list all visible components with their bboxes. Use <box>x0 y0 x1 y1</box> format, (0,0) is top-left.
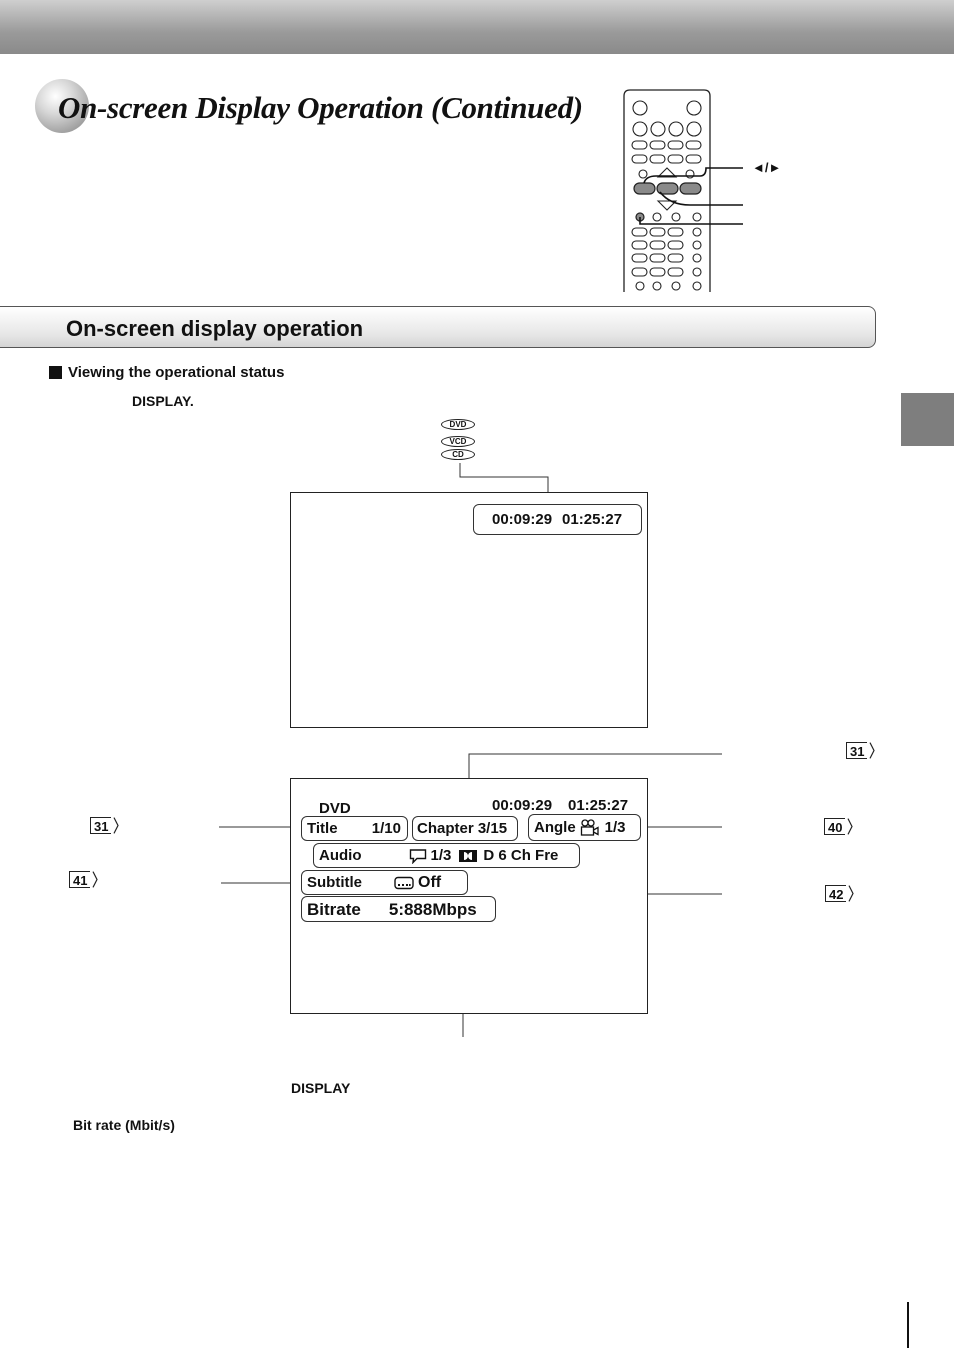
title-value: 1/10 <box>371 820 401 837</box>
dolby-icon <box>458 849 478 863</box>
chapter-box <box>412 816 518 841</box>
page-edge-rule <box>907 1302 909 1348</box>
status-time-total: 01:25:27 <box>568 797 629 814</box>
page-ref-arrow-icon <box>825 885 857 902</box>
page-ref-arrow-icon <box>90 817 122 834</box>
disc-type-label: DVD <box>319 800 351 817</box>
display-label-1: DISPLAY. <box>132 393 194 409</box>
page-ref-arrow-icon <box>846 742 878 759</box>
time-elapsed: 00:09:29 <box>492 511 553 528</box>
bitrate-caption: Bit rate (Mbit/s) <box>73 1117 175 1133</box>
audio-label: Audio <box>319 847 362 864</box>
bitrate-label: Bitrate <box>307 899 361 919</box>
display-label-2: DISPLAY <box>291 1080 351 1096</box>
page-ref-arrow-icon <box>824 818 856 835</box>
bitrate-box <box>301 896 496 922</box>
audio-format: D 6 Ch Fre <box>483 847 559 864</box>
status-time-elapsed: 00:09:29 <box>492 797 553 814</box>
angle-box <box>528 814 641 841</box>
vcd-disc-icon: VCD <box>441 436 475 447</box>
chapter-value: Chapter 3/15 <box>417 820 508 837</box>
subtitle-value: Off <box>418 873 442 891</box>
sub-heading: Viewing the operational status <box>68 364 285 381</box>
angle-label: Angle <box>534 819 576 836</box>
time-total: 01:25:27 <box>562 511 623 528</box>
audio-box <box>313 843 580 868</box>
dvd-disc-icon: DVD <box>441 419 475 430</box>
section-title: On-screen display operation <box>66 316 364 341</box>
title-box <box>301 816 408 841</box>
angle-value: 1/3 <box>604 819 626 836</box>
subtitle-label: Subtitle <box>307 874 362 891</box>
time-display-box <box>473 504 642 535</box>
title-label: Title <box>307 820 338 837</box>
page-title: On-screen Display Operation (Continued) <box>58 90 583 125</box>
page-ref-arrow-icon <box>69 871 101 888</box>
arrow-buttons-label: ◄/► <box>752 160 782 175</box>
subtitle-box <box>301 870 468 895</box>
camera-icon <box>580 819 600 837</box>
cd-disc-icon: CD <box>441 449 475 460</box>
bitrate-value: 5:888Mbps <box>388 899 477 919</box>
subtitle-icon <box>394 876 414 890</box>
audio-value: 1/3 <box>430 847 452 864</box>
speech-bubble-icon <box>409 848 427 864</box>
